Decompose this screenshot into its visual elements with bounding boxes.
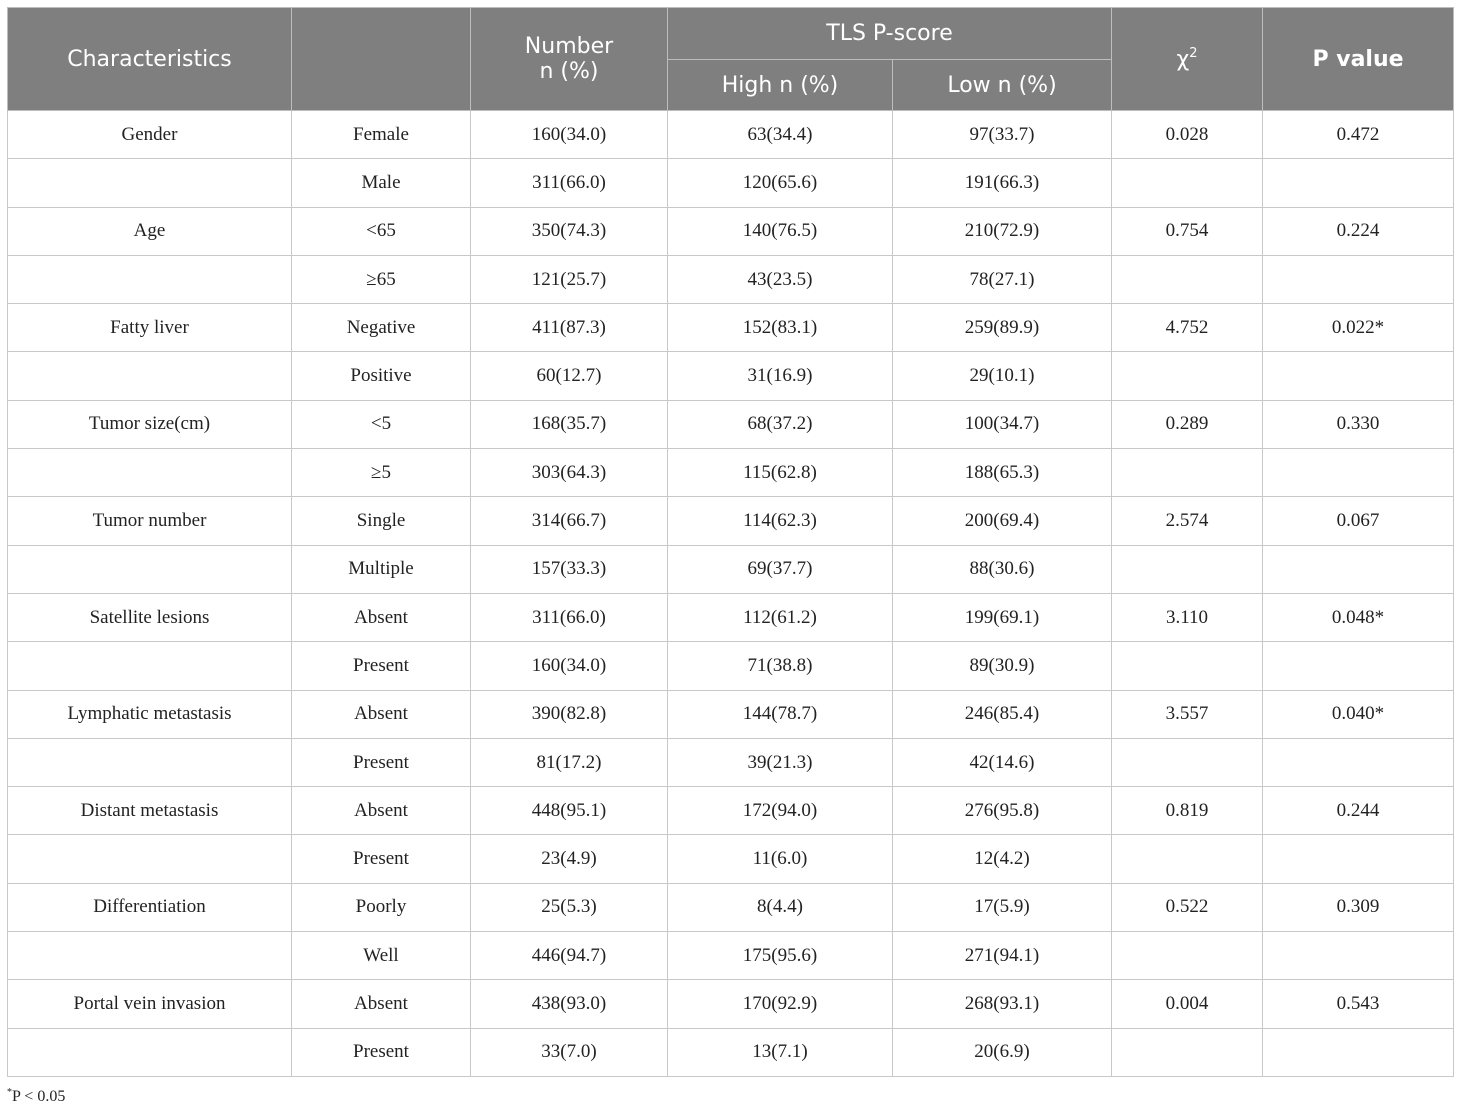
header-number-line2: n (%)	[539, 59, 599, 84]
table-row	[8, 111, 1454, 159]
cell-low: 100(34.7)	[893, 400, 1112, 448]
table-row	[8, 738, 1454, 786]
header-number	[471, 8, 668, 111]
cell-characteristic: Tumor number	[8, 497, 292, 545]
cell-number: 446(94.7)	[471, 932, 668, 980]
cell-chi-square	[1112, 835, 1263, 883]
cell-low: 78(27.1)	[893, 255, 1112, 303]
cell-category: Absent	[292, 787, 471, 835]
cell-chi-square: 0.289	[1112, 400, 1263, 448]
table-row	[8, 642, 1454, 690]
cell-p-value	[1263, 545, 1454, 593]
cell-high: 140(76.5)	[668, 207, 893, 255]
cell-p-value	[1263, 352, 1454, 400]
cell-number: 23(4.9)	[471, 835, 668, 883]
header-chi-base: χ	[1176, 47, 1190, 72]
cell-number: 157(33.3)	[471, 545, 668, 593]
cell-low: 20(6.9)	[893, 1028, 1112, 1076]
header-high: High n (%)	[668, 60, 893, 111]
cell-high: 71(38.8)	[668, 642, 893, 690]
cell-p-value	[1263, 738, 1454, 786]
cell-number: 448(95.1)	[471, 787, 668, 835]
cell-p-value: 0.330	[1263, 400, 1454, 448]
cell-chi-square	[1112, 159, 1263, 207]
cell-chi-square: 0.004	[1112, 980, 1263, 1028]
cell-chi-square	[1112, 1028, 1263, 1076]
table-row	[8, 932, 1454, 980]
table-row	[8, 545, 1454, 593]
cell-number: 311(66.0)	[471, 593, 668, 641]
cell-characteristic: Age	[8, 207, 292, 255]
table-row	[8, 835, 1454, 883]
cell-high: 11(6.0)	[668, 835, 893, 883]
cell-number: 160(34.0)	[471, 111, 668, 159]
table-row	[8, 449, 1454, 497]
cell-characteristic: Portal vein invasion	[8, 980, 292, 1028]
cell-low: 268(93.1)	[893, 980, 1112, 1028]
cell-category: <5	[292, 400, 471, 448]
table-row	[8, 255, 1454, 303]
cell-p-value	[1263, 1028, 1454, 1076]
footnote-mark: *	[7, 1087, 12, 1098]
cell-chi-square	[1112, 352, 1263, 400]
header-characteristics: Characteristics	[8, 8, 292, 111]
cell-chi-square	[1112, 932, 1263, 980]
cell-characteristic	[8, 642, 292, 690]
cell-characteristic	[8, 159, 292, 207]
cell-p-value: 0.244	[1263, 787, 1454, 835]
table-row	[8, 690, 1454, 738]
header-number-line1: Number	[524, 34, 614, 59]
cell-low: 188(65.3)	[893, 449, 1112, 497]
cell-characteristic: Tumor size(cm)	[8, 400, 292, 448]
cell-characteristic: Lymphatic metastasis	[8, 690, 292, 738]
table-row	[8, 883, 1454, 931]
cell-number: 314(66.7)	[471, 497, 668, 545]
cell-p-value: 0.022*	[1263, 304, 1454, 352]
cell-p-value: 0.224	[1263, 207, 1454, 255]
cell-number: 33(7.0)	[471, 1028, 668, 1076]
cell-low: 29(10.1)	[893, 352, 1112, 400]
cell-high: 152(83.1)	[668, 304, 893, 352]
cell-chi-square: 0.028	[1112, 111, 1263, 159]
cell-category: Present	[292, 642, 471, 690]
cell-chi-square	[1112, 255, 1263, 303]
cell-p-value: 0.309	[1263, 883, 1454, 931]
cell-chi-square: 3.557	[1112, 690, 1263, 738]
cell-low: 246(85.4)	[893, 690, 1112, 738]
cell-number: 81(17.2)	[471, 738, 668, 786]
table-row	[8, 352, 1454, 400]
cell-chi-square	[1112, 449, 1263, 497]
cell-chi-square: 3.110	[1112, 593, 1263, 641]
cell-p-value: 0.048*	[1263, 593, 1454, 641]
characteristics-table	[7, 7, 1454, 1077]
cell-low: 12(4.2)	[893, 835, 1112, 883]
header-p-value: P value	[1263, 8, 1454, 111]
cell-low: 97(33.7)	[893, 111, 1112, 159]
cell-characteristic	[8, 449, 292, 497]
table-row	[8, 980, 1454, 1028]
table-row	[8, 787, 1454, 835]
cell-p-value	[1263, 835, 1454, 883]
cell-number: 311(66.0)	[471, 159, 668, 207]
cell-p-value: 0.472	[1263, 111, 1454, 159]
table-row	[8, 497, 1454, 545]
cell-high: 172(94.0)	[668, 787, 893, 835]
cell-category: Single	[292, 497, 471, 545]
cell-high: 175(95.6)	[668, 932, 893, 980]
cell-number: 390(82.8)	[471, 690, 668, 738]
cell-low: 276(95.8)	[893, 787, 1112, 835]
cell-high: 8(4.4)	[668, 883, 893, 931]
cell-characteristic	[8, 738, 292, 786]
cell-p-value: 0.040*	[1263, 690, 1454, 738]
cell-low: 17(5.9)	[893, 883, 1112, 931]
cell-number: 168(35.7)	[471, 400, 668, 448]
cell-p-value: 0.067	[1263, 497, 1454, 545]
cell-characteristic	[8, 545, 292, 593]
cell-category: Absent	[292, 593, 471, 641]
cell-characteristic: Fatty liver	[8, 304, 292, 352]
cell-low: 271(94.1)	[893, 932, 1112, 980]
cell-category: Multiple	[292, 545, 471, 593]
cell-number: 25(5.3)	[471, 883, 668, 931]
cell-chi-square: 2.574	[1112, 497, 1263, 545]
cell-category: Present	[292, 738, 471, 786]
header-chi-square	[1112, 8, 1263, 111]
cell-category: Female	[292, 111, 471, 159]
cell-chi-square	[1112, 545, 1263, 593]
cell-low: 259(89.9)	[893, 304, 1112, 352]
cell-high: 68(37.2)	[668, 400, 893, 448]
cell-low: 200(69.4)	[893, 497, 1112, 545]
cell-high: 43(23.5)	[668, 255, 893, 303]
cell-low: 191(66.3)	[893, 159, 1112, 207]
cell-category: Well	[292, 932, 471, 980]
header-chi-sup: 2	[1189, 46, 1198, 61]
cell-p-value	[1263, 255, 1454, 303]
table-row	[8, 159, 1454, 207]
table-row	[8, 304, 1454, 352]
cell-number: 303(64.3)	[471, 449, 668, 497]
cell-low: 42(14.6)	[893, 738, 1112, 786]
footnote-text: P < 0.05	[12, 1088, 66, 1105]
header-low: Low n (%)	[893, 60, 1112, 111]
cell-p-value	[1263, 159, 1454, 207]
cell-category: Poorly	[292, 883, 471, 931]
cell-number: 350(74.3)	[471, 207, 668, 255]
cell-characteristic: Satellite lesions	[8, 593, 292, 641]
cell-category: Absent	[292, 690, 471, 738]
table-row	[8, 207, 1454, 255]
table-header	[8, 8, 1454, 111]
cell-category: Present	[292, 1028, 471, 1076]
cell-number: 411(87.3)	[471, 304, 668, 352]
table-row	[8, 593, 1454, 641]
cell-p-value: 0.543	[1263, 980, 1454, 1028]
cell-chi-square: 0.754	[1112, 207, 1263, 255]
footnote	[7, 1087, 65, 1106]
cell-category: ≥65	[292, 255, 471, 303]
cell-low: 89(30.9)	[893, 642, 1112, 690]
header-tls-pscore: TLS P-score	[668, 8, 1112, 60]
cell-category: Positive	[292, 352, 471, 400]
cell-characteristic	[8, 255, 292, 303]
cell-high: 112(61.2)	[668, 593, 893, 641]
cell-high: 115(62.8)	[668, 449, 893, 497]
cell-category: Negative	[292, 304, 471, 352]
table-row	[8, 1028, 1454, 1076]
cell-characteristic	[8, 1028, 292, 1076]
table-container	[7, 7, 1453, 1077]
cell-high: 120(65.6)	[668, 159, 893, 207]
cell-high: 63(34.4)	[668, 111, 893, 159]
cell-number: 60(12.7)	[471, 352, 668, 400]
cell-high: 31(16.9)	[668, 352, 893, 400]
cell-high: 13(7.1)	[668, 1028, 893, 1076]
cell-category: Present	[292, 835, 471, 883]
cell-p-value	[1263, 449, 1454, 497]
cell-number: 160(34.0)	[471, 642, 668, 690]
cell-chi-square: 0.819	[1112, 787, 1263, 835]
cell-characteristic: Distant metastasis	[8, 787, 292, 835]
cell-high: 114(62.3)	[668, 497, 893, 545]
table-row	[8, 400, 1454, 448]
cell-number: 438(93.0)	[471, 980, 668, 1028]
cell-category: <65	[292, 207, 471, 255]
cell-low: 210(72.9)	[893, 207, 1112, 255]
cell-chi-square	[1112, 738, 1263, 786]
cell-p-value	[1263, 932, 1454, 980]
cell-chi-square	[1112, 642, 1263, 690]
cell-characteristic: Differentiation	[8, 883, 292, 931]
cell-high: 39(21.3)	[668, 738, 893, 786]
cell-low: 199(69.1)	[893, 593, 1112, 641]
cell-high: 69(37.7)	[668, 545, 893, 593]
cell-characteristic	[8, 352, 292, 400]
cell-chi-square: 4.752	[1112, 304, 1263, 352]
cell-characteristic: Gender	[8, 111, 292, 159]
cell-number: 121(25.7)	[471, 255, 668, 303]
cell-category: Male	[292, 159, 471, 207]
cell-high: 144(78.7)	[668, 690, 893, 738]
cell-chi-square: 0.522	[1112, 883, 1263, 931]
header-category	[292, 8, 471, 111]
cell-p-value	[1263, 642, 1454, 690]
table-body	[8, 111, 1454, 1077]
cell-high: 170(92.9)	[668, 980, 893, 1028]
cell-characteristic	[8, 932, 292, 980]
cell-characteristic	[8, 835, 292, 883]
cell-category: ≥5	[292, 449, 471, 497]
cell-low: 88(30.6)	[893, 545, 1112, 593]
cell-category: Absent	[292, 980, 471, 1028]
